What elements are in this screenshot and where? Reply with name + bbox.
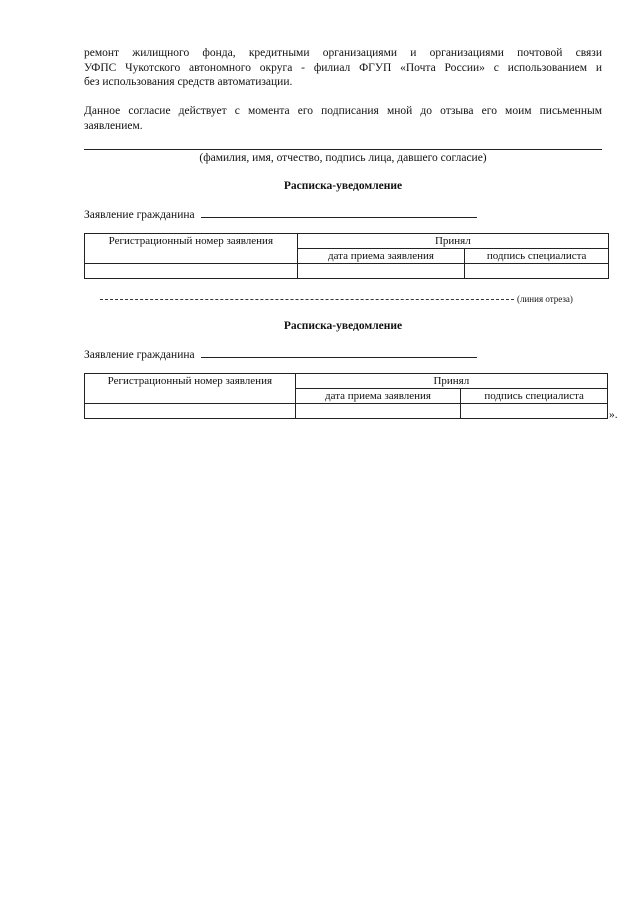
receipt-title-2: Расписка-уведомление — [283, 320, 403, 332]
consent-paragraph-processing — [84, 46, 602, 90]
applicant-name-field-2[interactable] — [201, 347, 477, 358]
paragraph-line: заявлением. — [84, 119, 143, 132]
receipt-table-1 — [84, 233, 609, 279]
accepted-header-1: Принял — [297, 234, 608, 249]
reg-number-cell-1[interactable] — [85, 264, 298, 279]
cut-line — [100, 294, 600, 304]
reg-number-header-1: Регистрационный номер заявления — [85, 234, 298, 264]
signature-cell-1[interactable] — [465, 264, 609, 279]
date-header-2: дата приема заявления — [295, 389, 461, 404]
application-label-2: Заявление гражданина — [84, 349, 195, 361]
application-label-1: Заявление гражданина — [84, 209, 195, 221]
signature-caption: (фамилия, имя, отчество, подпись лица, давшего согласие) — [199, 152, 487, 164]
signature-header-2: подпись специалиста — [461, 389, 608, 404]
cut-line-label: (линия отреза) — [517, 294, 573, 304]
reg-number-header-2: Регистрационный номер заявления — [85, 374, 296, 404]
paragraph-line: без использования средств автоматизации. — [84, 76, 293, 88]
applicant-name-field-1[interactable] — [201, 207, 477, 218]
application-row-1 — [84, 207, 477, 221]
signature-header-1: подпись специалиста — [465, 249, 609, 264]
reg-number-cell-2[interactable] — [85, 404, 296, 419]
signature-cell-2[interactable] — [461, 404, 608, 419]
date-cell-2[interactable] — [295, 404, 461, 419]
date-header-1: дата приема заявления — [297, 249, 465, 264]
cut-line-dashes — [100, 299, 514, 300]
paragraph-line: ремонт жилищного фонда, кредитными организациями и организациями почтовой связи — [84, 47, 602, 59]
application-row-2 — [84, 347, 477, 361]
paragraph-line: Данное согласие действует с момента его подписания мной до отзыва его моим письменным — [84, 105, 602, 117]
signature-line — [84, 149, 602, 150]
paragraph-line: УФПС Чукотского автономного округа - филиал ФГУП «Почта России» с использованием и — [84, 61, 602, 74]
closing-quote: ». — [609, 409, 618, 421]
consent-paragraph-validity — [84, 104, 602, 133]
date-cell-1[interactable] — [297, 264, 465, 279]
receipt-title-1: Расписка-уведомление — [283, 180, 403, 192]
receipt-table-2 — [84, 373, 608, 419]
accepted-header-2: Принял — [295, 374, 607, 389]
